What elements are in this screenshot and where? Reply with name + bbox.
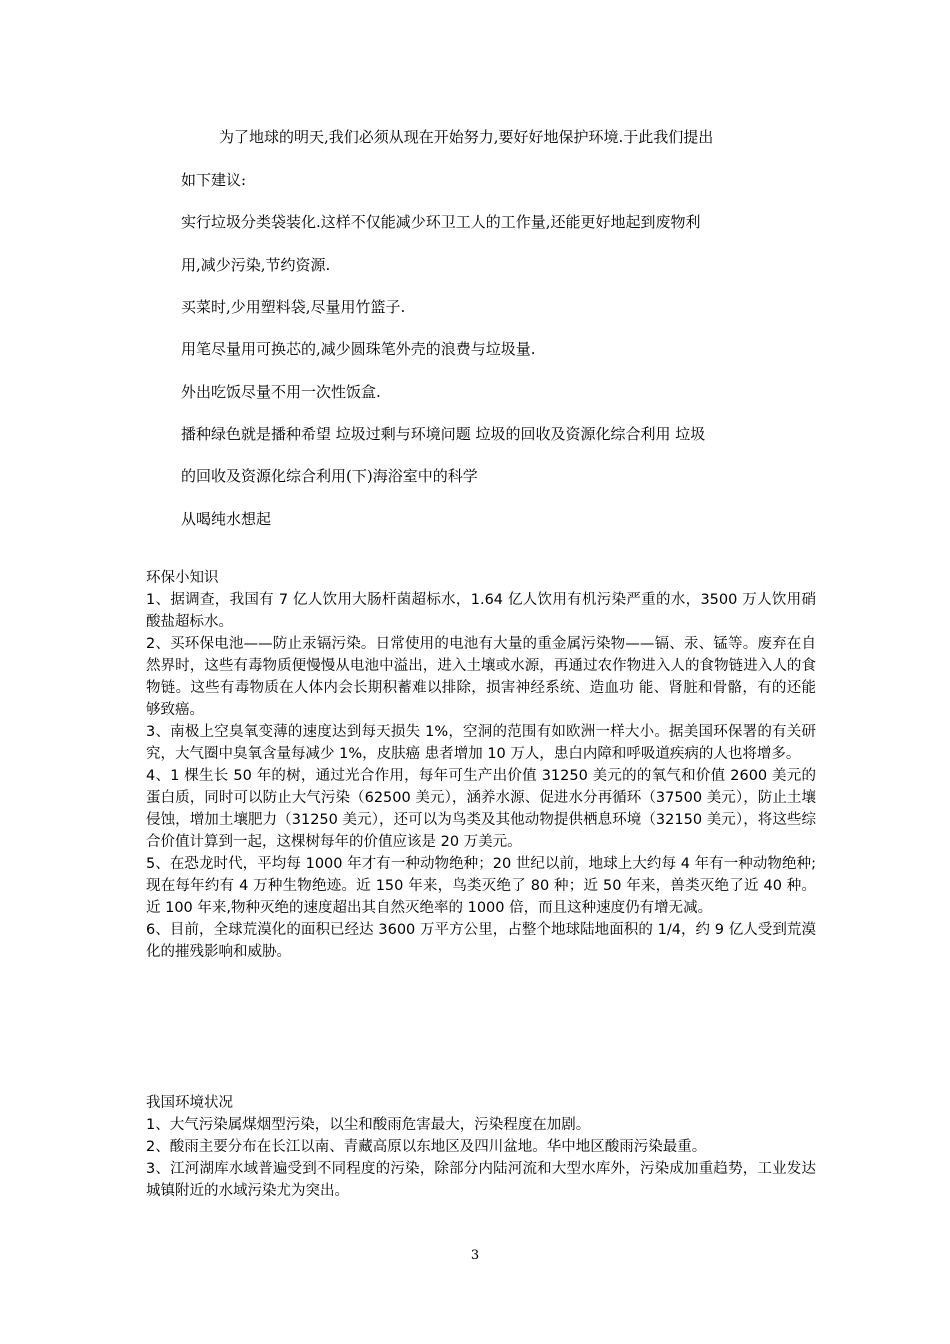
intro-line: 外出吃饭尽量不用一次性饭盒.	[181, 383, 381, 401]
section-heading: 环保小知识	[146, 570, 219, 586]
page-number: 3	[470, 1248, 480, 1263]
eco-knowledge-section	[146, 567, 816, 963]
section-heading: 我国环境状况	[146, 1095, 233, 1111]
status-item: 1、大气污染属煤烟型污染，以尘和酸雨危害最大，污染程度在加剧。	[146, 1117, 591, 1133]
environment-status-section	[146, 1092, 816, 1202]
status-item: 3、江河湖库水域普遍受到不同程度的污染，除部分内陆河流和大型水库外，污染成加重趋势，工业发达城镇附近的水域污染尤为突出。	[146, 1161, 816, 1199]
intro-line: 用,减少污染,节约资源.	[181, 256, 331, 274]
knowledge-item: 4、1 棵生长 50 年的树，通过光合作用，每年可生产出价值 31250 美元的的氧气和价值 2600 美元的蛋白质，同时可以防止大气污染（62500 美元），涵养水源、促进水分再循环（37500 美元），防止土壤侵蚀，增加土壤肥力（31250 美元），还可以为鸟类及其他动物提供栖息环境（32150 美元），将这些综合价值计算到一起，这棵树每年的价值应该是 20 万美元。	[146, 768, 816, 850]
intro-line: 买菜时,少用塑料袋,尽量用竹篮子.	[181, 298, 406, 316]
intro-line: 如下建议:	[181, 171, 247, 189]
intro-line: 的回收及资源化综合利用(下)海浴室中的科学	[181, 467, 478, 485]
knowledge-item: 2、买环保电池——防止汞镉污染。日常使用的电池有大量的重金属污染物——镉、汞、锰等。废弃在自然界时，这些有毒物质便慢慢从电池中溢出，进入土壤或水源，再通过农作物进入人的食物链进入人的食物链。这些有毒物质在人体内会长期积蓄难以排除，损害神经系统、造血功 能、肾脏和骨骼，有的还能够致癌。	[146, 636, 816, 718]
intro-line: 用笔尽量用可换芯的,减少圆珠笔外壳的浪费与垃圾量.	[181, 340, 536, 358]
knowledge-item: 3、南极上空臭氧变薄的速度达到每天损失 1%，空洞的范围有如欧洲一样大小。据美国环保署的有关研究，大气圈中臭氧含量每减少 1%，皮肤癌 患者增加 10 万人，患白内障和呼吸道疾病的人也将增多。	[146, 724, 816, 762]
intro-line: 从喝纯水想起	[181, 510, 272, 528]
knowledge-item: 1、据调查，我国有 7 亿人饮用大肠杆菌超标水，1.64 亿人饮用有机污染严重的水，3500 万人饮用硝酸盐超标水。	[146, 592, 816, 630]
intro-line: 实行垃圾分类袋装化.这样不仅能减少环卫工人的工作量,还能更好地起到废物利	[181, 213, 701, 231]
knowledge-item: 5、在恐龙时代，平均每 1000 年才有一种动物绝种；20 世纪以前，地球上大约每 4 年有一种动物绝种;现在每年约有 4 万种生物绝迹。近 150 年来，鸟类灭绝了 80 种；近 50 年来，兽类灭绝了近 40 种。近 100 年来,物种灭绝的速度超出其自然灭绝率的 1000 倍，而且这种速度仍有增无减。	[146, 856, 816, 916]
intro-line: 播种绿色就是播种希望 垃圾过剩与环境问题 垃圾的回收及资源化综合利用 垃圾	[181, 425, 706, 443]
intro-line: 为了地球的明天,我们必须从现在开始努力,要好好地保护环境.于此我们提出	[219, 128, 714, 146]
status-item: 2、酸雨主要分布在长江以南、青藏高原以东地区及四川盆地。华中地区酸雨污染最重。	[146, 1139, 707, 1155]
knowledge-item: 6、目前，全球荒漠化的面积已经达 3600 万平方公里，占整个地球陆地面积的 1/4，约 9 亿人受到荒漠化的摧残影响和威胁。	[146, 922, 816, 960]
